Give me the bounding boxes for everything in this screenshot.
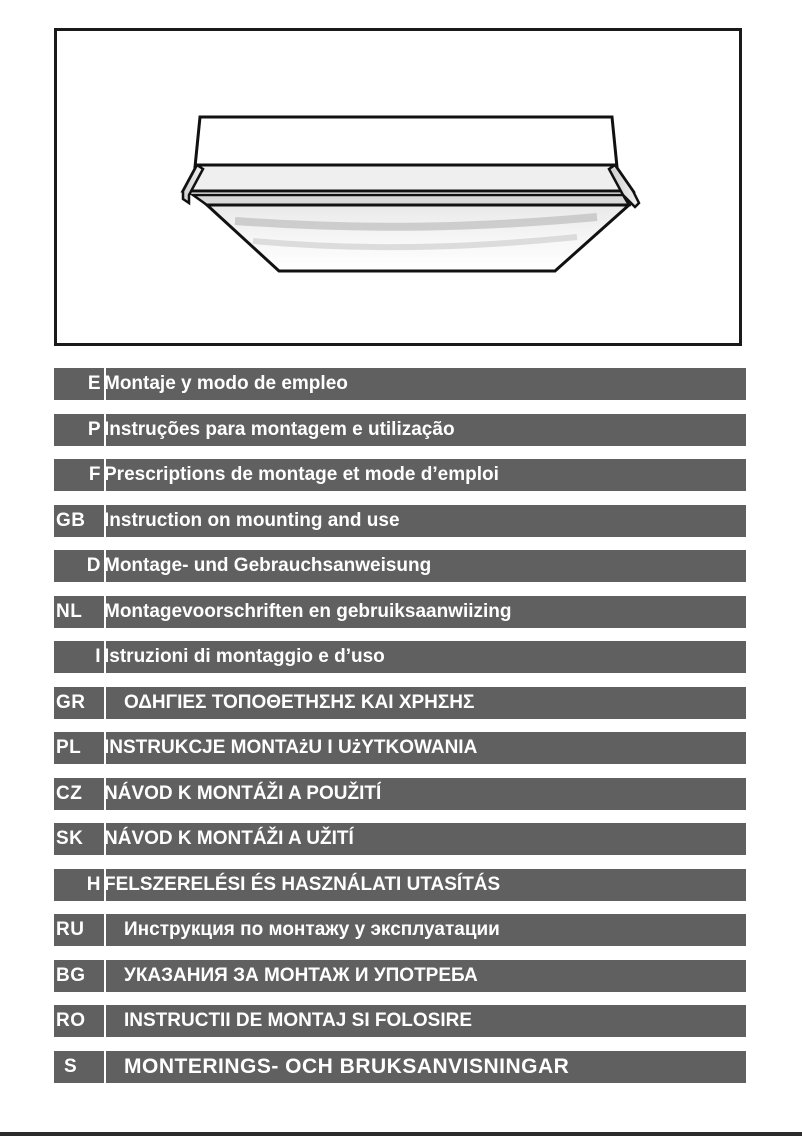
row-divider: [104, 914, 106, 946]
language-title: Istruzioni di montaggio e d’uso: [104, 646, 385, 667]
language-code: F: [88, 464, 101, 485]
language-row-gb: [54, 505, 746, 537]
language-code: RU: [56, 919, 85, 940]
language-code: RO: [56, 1010, 86, 1031]
language-title: Инструкция по монтажу у эксплуатации: [124, 919, 500, 940]
language-row-pl: [54, 732, 746, 764]
language-row-bg: [54, 960, 746, 992]
language-title: Instruções para montagem e utilização: [104, 419, 455, 440]
language-title: NÁVOD K MONTÁŽI A UŽITÍ: [104, 828, 354, 849]
cooker-hood-icon: [57, 31, 739, 343]
language-title: NÁVOD K MONTÁŽI A POUŽITÍ: [104, 783, 382, 804]
language-row-i: [54, 641, 746, 673]
language-title: MONTERINGS- OCH BRUKSANVISNINGAR: [124, 1055, 570, 1078]
language-row-f: [54, 459, 746, 491]
language-code: I: [95, 646, 101, 667]
language-row-s: [54, 1051, 746, 1083]
language-title: ΟΔΗΓΙΕΣ ΤΟΠΟΘΕΤΗΣΗΣ ΚΑΙ ΧΡΗΣΗΣ: [124, 692, 475, 713]
language-row-sk: [54, 823, 746, 855]
language-row-e: [54, 368, 746, 400]
row-divider: [104, 1051, 106, 1083]
language-code: GB: [56, 510, 86, 531]
language-title: INSTRUKCJE MONTAżU I UżYTKOWANIA: [104, 737, 478, 758]
language-code: BG: [56, 965, 86, 986]
language-code: PL: [56, 737, 82, 758]
row-divider: [104, 687, 106, 719]
language-code: GR: [56, 692, 86, 713]
language-code: CZ: [56, 783, 83, 804]
language-row-gr: [54, 687, 746, 719]
language-row-cz: [54, 778, 746, 810]
language-code: SK: [56, 828, 84, 849]
language-title: УКАЗАНИЯ ЗА МОНТАЖ И УПОТРЕБА: [124, 965, 478, 986]
language-title: Montaje y modo de empleo: [104, 373, 348, 394]
language-code: E: [87, 373, 101, 394]
row-divider: [104, 1005, 106, 1037]
row-divider: [104, 960, 106, 992]
language-row-ru: [54, 914, 746, 946]
language-title: Montage- und Gebrauchsanweisung: [104, 555, 432, 576]
language-code: H: [86, 874, 101, 895]
language-code: NL: [56, 601, 83, 622]
language-code: D: [86, 555, 101, 576]
language-row-h: [54, 869, 746, 901]
language-row-nl: [54, 596, 746, 628]
language-code: S: [64, 1056, 78, 1077]
language-code: P: [87, 419, 101, 440]
language-title: FELSZERELÉSI ÉS HASZNÁLATI UTASÍTÁS: [104, 874, 501, 895]
language-title: Instruction on mounting and use: [104, 510, 400, 531]
language-row-p: [54, 414, 746, 446]
language-row-d: [54, 550, 746, 582]
language-title: Montagevoorschriften en gebruiksaanwiizing: [104, 601, 512, 622]
language-title: INSTRUCTII DE MONTAJ SI FOLOSIRE: [124, 1010, 472, 1031]
language-title: Prescriptions de montage et mode d’emploi: [104, 464, 499, 485]
language-row-ro: [54, 1005, 746, 1037]
page-bottom-edge: [0, 1132, 802, 1136]
product-illustration-frame: [54, 28, 742, 346]
